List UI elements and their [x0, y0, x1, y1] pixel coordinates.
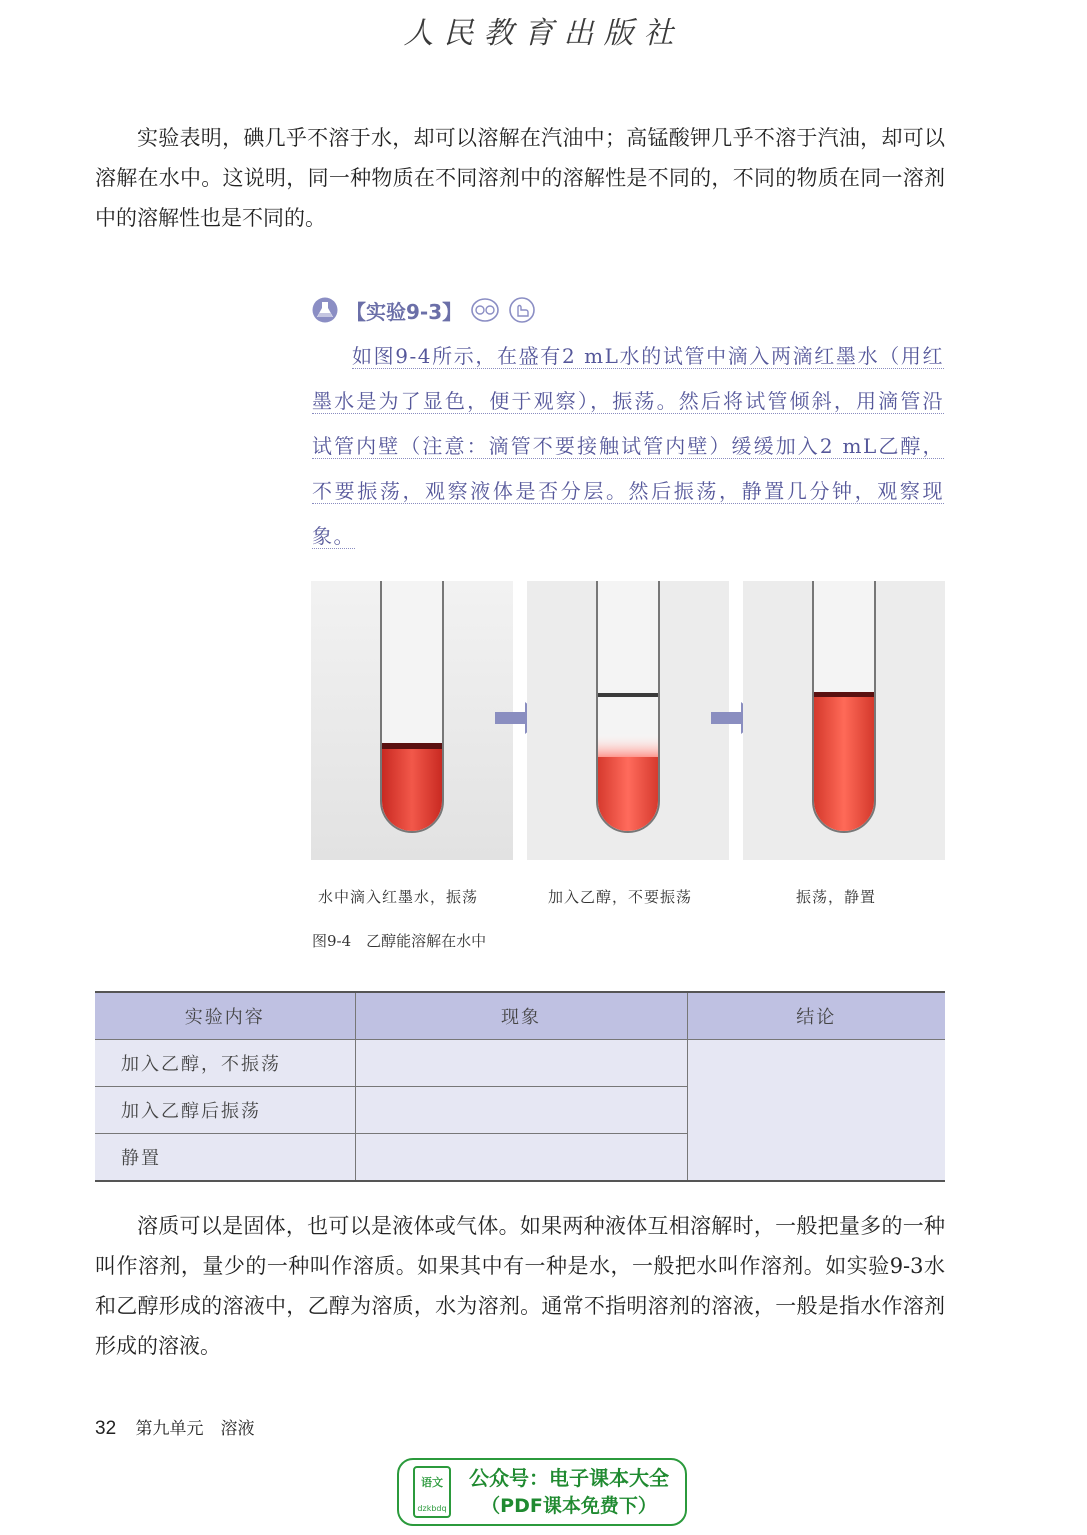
table-header-conclusion: 结论 — [687, 992, 945, 1040]
table-cell-blank — [355, 1040, 687, 1087]
experiment-header — [312, 296, 536, 324]
closing-text: 溶质可以是固体，也可以是液体或气体。如果两种液体互相溶解时，一般把量多的一种叫作溶剂，量少的一种叫作溶质。如果其中有一种是水，一般把水叫作溶剂。如实验9-3水和乙醇形成的溶液中，乙醇为溶质，水为溶剂。通常不指明溶剂的溶液，一般是指水作溶剂形成的溶液。 — [95, 1214, 945, 1358]
table-row-label: 加入乙醇，不振荡 — [95, 1040, 355, 1087]
caption-tube-2: 加入乙醇，不要振荡 — [548, 888, 693, 906]
table-header-phenomenon: 现象 — [355, 992, 687, 1040]
caption-tube-3: 振荡，静置 — [796, 888, 877, 906]
photo-tube-3 — [743, 581, 945, 860]
experiment-text — [312, 334, 944, 559]
chapter-title: 第九单元 溶液 — [135, 1419, 255, 1439]
hand-icon — [508, 297, 536, 323]
page-number: 32 — [95, 1418, 117, 1439]
watermark-text: 公众号：电子课本大全 （PDF课本免费下） — [469, 1466, 669, 1517]
table-cell-conclusion — [687, 1040, 945, 1182]
table-row-label: 加入乙醇后振荡 — [95, 1087, 355, 1134]
book-icon: 语文 dzkbdq — [413, 1466, 451, 1518]
photo-tube-1 — [311, 581, 513, 860]
goggles-icon — [470, 297, 500, 323]
table-header-content: 实验内容 — [95, 992, 355, 1040]
intro-text: 实验表明，碘几乎不溶于水，却可以溶解在汽油中；高锰酸钾几乎不溶于汽油，却可以溶解在水中。这说明，同一种物质在不同溶剂中的溶解性是不同的，不同的物质在同一溶剂中的溶解性也是不同的。 — [95, 126, 945, 230]
figure-title: 图9-4 乙醇能溶解在水中 — [312, 932, 487, 950]
table-cell-blank — [355, 1087, 687, 1134]
publisher-logo: 人民教育出版社 — [403, 16, 684, 51]
closing-paragraph — [95, 1206, 945, 1366]
experiment-instructions: 如图9-4所示，在盛有2 mL水的试管中滴入两滴红墨水（用红墨水是为了显色，便于观察），振荡。然后将试管倾斜，用滴管沿试管内壁（注意：滴管不要接触试管内壁）缓缓加入2 mL乙醇，不要振荡，观察液体是否分层。然后振荡，静置几分钟，观察现象。 — [312, 344, 944, 548]
intro-paragraph — [95, 118, 945, 238]
experiment-title: 【实验9-3】 — [346, 299, 463, 324]
caption-tube-1: 水中滴入红墨水，振荡 — [318, 888, 479, 906]
watermark-badge — [397, 1458, 687, 1526]
page-footer — [95, 1414, 255, 1440]
table-row-label: 静置 — [95, 1134, 355, 1182]
experiment-table — [95, 991, 945, 1182]
photo-tube-2 — [527, 581, 729, 860]
flask-icon — [312, 297, 338, 323]
table-cell-blank — [355, 1134, 687, 1182]
table-row — [95, 1040, 945, 1087]
